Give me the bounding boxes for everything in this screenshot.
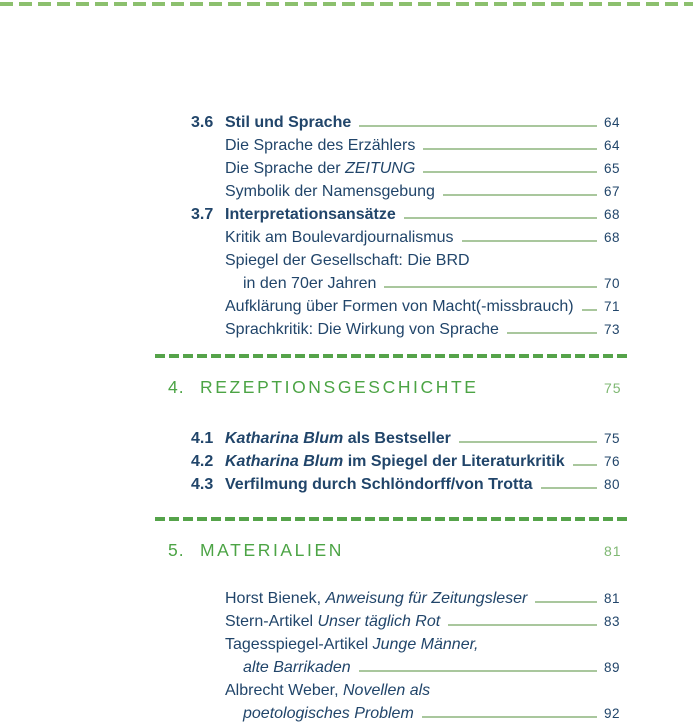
toc-entry — [168, 450, 630, 473]
entry-title — [168, 249, 470, 272]
toc-entry — [168, 134, 630, 157]
chapter-heading — [168, 375, 630, 399]
toc-entry — [168, 249, 630, 272]
entry-title — [168, 134, 415, 157]
page-number: 65 — [604, 161, 621, 176]
entry-title-segment: Stern-Artikel — [225, 613, 318, 630]
entry-title — [168, 610, 440, 633]
leader-line — [443, 194, 597, 196]
entry-title-italic-segment: Unser täglich Rot — [317, 613, 441, 630]
entry-number: 4.2 — [191, 453, 214, 470]
chapter-page-number: 75 — [604, 380, 622, 396]
entry-title-segment: im Spiegel der Literaturkritik — [343, 453, 565, 470]
entry-title — [168, 318, 499, 341]
entry-title-segment: Interpretationsansätze — [225, 206, 396, 223]
entry-title-segment: in den 70er Jahren — [243, 275, 377, 292]
entry-title — [168, 226, 454, 249]
toc-entry — [168, 679, 630, 702]
entry-number: 3.6 — [191, 114, 214, 131]
entry-title-segment: als Bestseller — [343, 430, 451, 447]
toc-entry — [168, 656, 630, 679]
toc-entry — [168, 633, 630, 656]
toc-entry — [168, 272, 630, 295]
toc-entry — [168, 295, 630, 318]
entry-title — [168, 295, 574, 318]
page-number: 70 — [604, 276, 621, 291]
entry-title-segment: Verfilmung durch Schlöndorff/von Trotta — [225, 476, 533, 493]
entry-title-segment: Kritik am Boulevardjournalismus — [225, 229, 454, 246]
page-number: 73 — [604, 322, 621, 337]
entry-title — [168, 679, 430, 702]
section-divider — [155, 354, 629, 358]
entry-title-segment: Spiegel der Gesellschaft: Die BRD — [225, 252, 470, 269]
entry-title-italic-segment: Anweisung für Zeitungsleser — [325, 590, 528, 607]
toc-entry — [168, 157, 630, 180]
entry-title-segment: Die Sprache des Erzählers — [225, 137, 416, 154]
entry-number: 4.3 — [191, 476, 214, 493]
leader-line — [448, 624, 597, 626]
entry-title-segment: Albrecht Weber, — [225, 682, 343, 699]
toc-entry — [168, 702, 630, 725]
page-number: 64 — [604, 115, 621, 130]
entry-number: 4.1 — [191, 430, 214, 447]
leader-line — [359, 670, 597, 672]
leader-line — [462, 240, 597, 242]
page-number: 81 — [604, 591, 621, 606]
page-number: 76 — [604, 454, 621, 469]
page-number: 80 — [604, 477, 621, 492]
leader-line — [359, 125, 597, 127]
leader-line — [459, 441, 597, 443]
page-number: 89 — [604, 660, 621, 675]
toc-entry — [168, 180, 630, 203]
entry-number: 3.7 — [191, 206, 214, 223]
entry-title — [168, 157, 415, 180]
chapter-number: 5. — [168, 540, 185, 560]
entry-title-segment: Sprachkritik: Die Wirkung von Sprache — [225, 321, 499, 338]
entry-title-italic-segment: alte Barrikaden — [243, 659, 351, 676]
entry-title — [225, 427, 451, 450]
page-number: 64 — [604, 138, 621, 153]
table-of-contents — [168, 0, 630, 725]
chapter-number: 4. — [168, 377, 185, 397]
leader-line — [404, 217, 597, 219]
toc-entry — [168, 318, 630, 341]
entry-title-segment: Aufklärung über Formen von Macht(-missbrauch) — [225, 298, 574, 315]
entry-title-italic-segment: ZEITUNG — [345, 160, 416, 177]
page-number: 75 — [604, 431, 621, 446]
entry-title-segment: Stil und Sprache — [225, 114, 352, 131]
leader-line — [423, 148, 597, 150]
chapter-title: MATERIALIEN — [200, 540, 344, 560]
toc-entry — [168, 111, 630, 134]
entry-title — [225, 203, 396, 226]
entry-title-segment: Symbolik der Namensgebung — [225, 183, 435, 200]
leader-line — [384, 286, 597, 288]
entry-title — [168, 180, 435, 203]
entry-title-italic-segment: Novellen als — [342, 682, 431, 699]
toc-entry-group — [168, 587, 630, 725]
entry-title-italic-segment: Katharina Blum — [225, 453, 344, 470]
entry-title — [225, 450, 565, 473]
entry-title — [225, 111, 351, 134]
leader-line — [423, 171, 597, 173]
toc-entry-group — [168, 111, 630, 341]
entry-title-italic-segment: Katharina Blum — [225, 430, 344, 447]
page-number: 67 — [604, 184, 621, 199]
toc-entry — [168, 473, 630, 496]
chapter-page-number: 81 — [604, 543, 622, 559]
entry-title — [168, 587, 527, 610]
entry-title — [225, 473, 533, 496]
toc-entry — [168, 587, 630, 610]
chapter-heading — [168, 538, 630, 562]
leader-line — [582, 309, 597, 311]
leader-line — [507, 332, 597, 334]
leader-line — [541, 487, 597, 489]
leader-line — [422, 716, 597, 718]
entry-title-segment: Horst Bienek, — [225, 590, 326, 607]
page-number: 83 — [604, 614, 621, 629]
toc-entry — [168, 610, 630, 633]
page-number: 71 — [604, 299, 621, 314]
leader-line — [573, 464, 597, 466]
leader-line — [535, 601, 597, 603]
entry-title-italic-segment: poetologisches Problem — [243, 705, 414, 722]
entry-title — [168, 272, 376, 295]
entry-title — [168, 656, 351, 679]
toc-entry — [168, 226, 630, 249]
entry-title-italic-segment: Junge Männer, — [372, 636, 479, 653]
entry-title-segment: Die Sprache der — [225, 160, 346, 177]
toc-entry-group — [168, 427, 630, 496]
page-number: 68 — [604, 230, 621, 245]
toc-entry — [168, 203, 630, 226]
entry-title-segment: Tagesspiegel-Artikel — [225, 636, 373, 653]
page-number: 68 — [604, 207, 621, 222]
page-number: 92 — [604, 706, 621, 721]
entry-title — [168, 633, 478, 656]
chapter-title: REZEPTIONSGESCHICHTE — [200, 377, 479, 397]
entry-title — [168, 702, 414, 725]
toc-entry — [168, 427, 630, 450]
section-divider — [155, 517, 629, 521]
